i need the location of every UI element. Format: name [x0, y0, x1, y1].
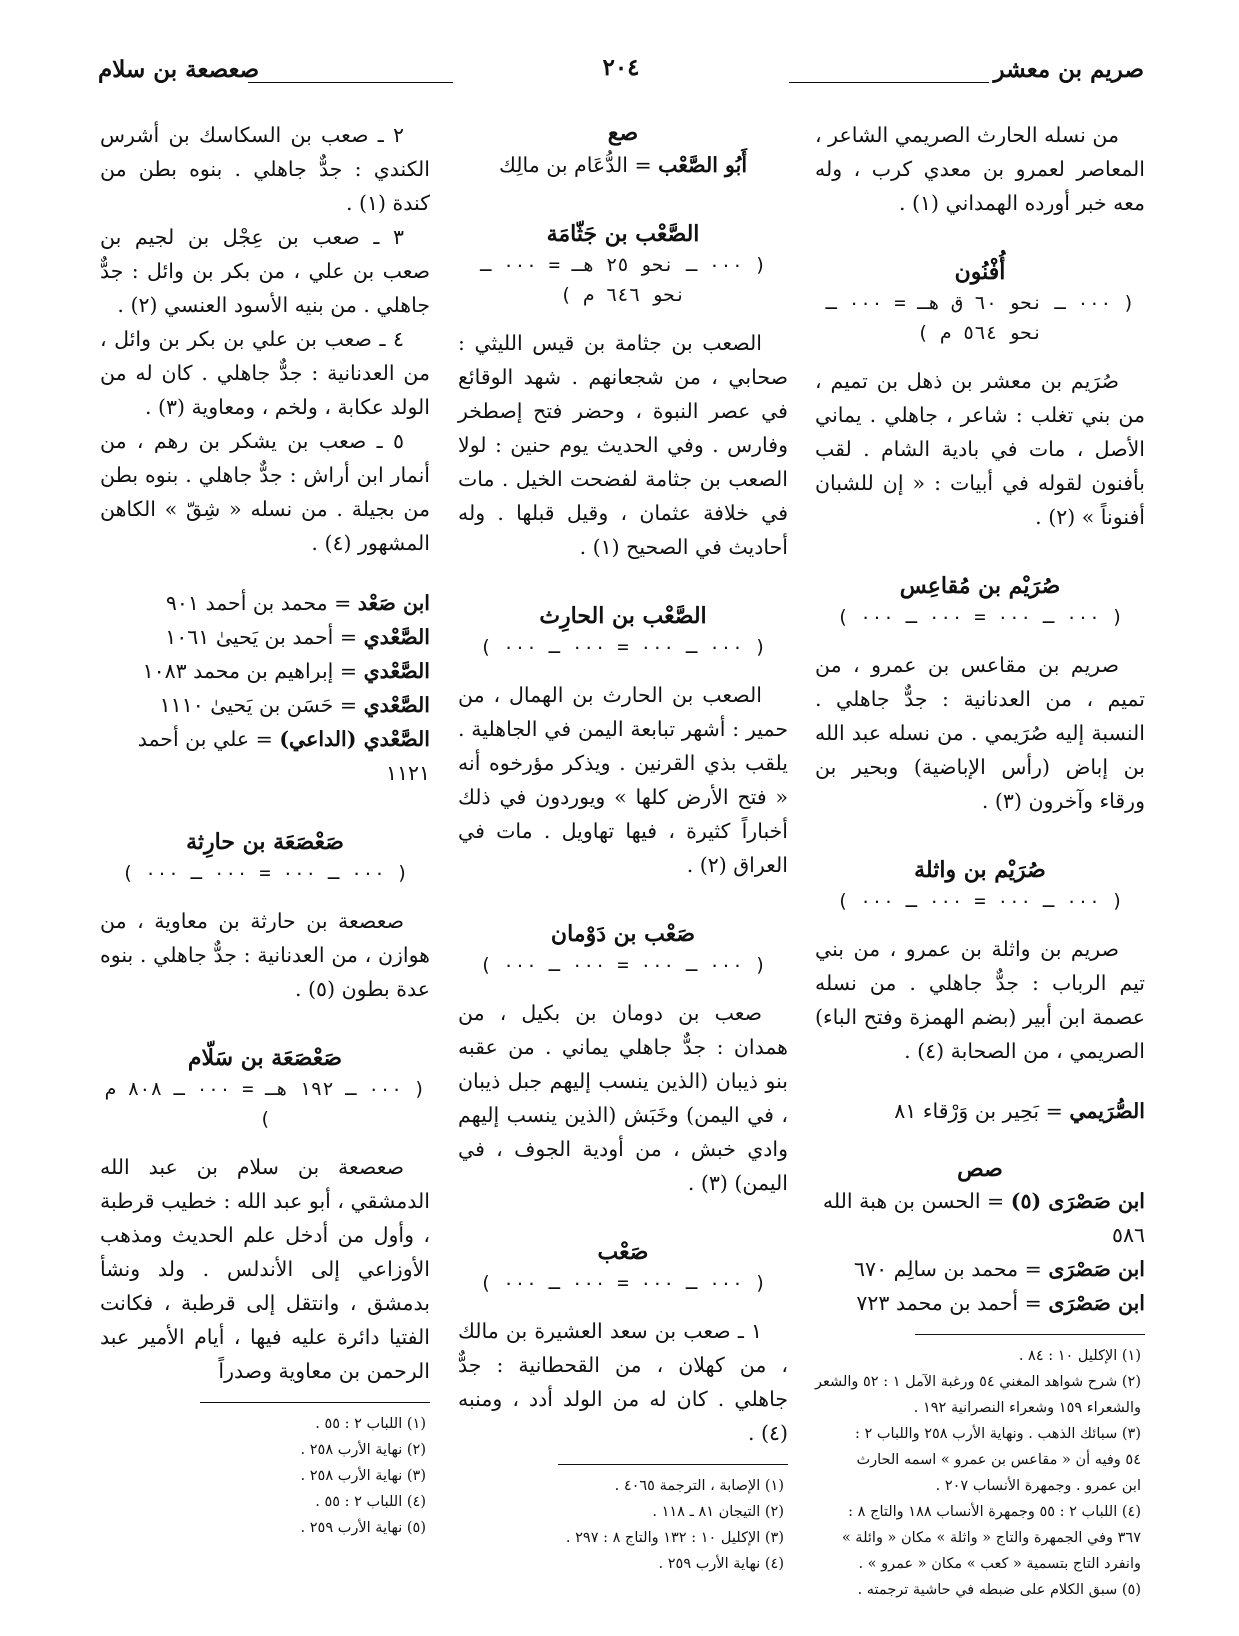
entry-dates: ( ٠٠٠ ـ ٠٠٠ = ٠٠٠ ـ ٠٠٠ )	[479, 954, 767, 976]
entry-text: صريم بن واثلة بن عمرو ، من بني تيم الرباب : جدٌّ جاهلي . من نسله عصمة ابن أبير (بضم الهمزة وفتح الباء) الصريمي ، من الصحابة (٤) .	[815, 937, 1145, 1063]
cross-reference	[100, 620, 430, 654]
footnotes	[815, 1343, 1145, 1603]
xref-target: = أحمد بن محمد ٧٢٣	[856, 1291, 1049, 1315]
cross-reference	[815, 1252, 1145, 1286]
header-right-entry: صريم بن معشر	[993, 56, 1144, 83]
entry-text: صُرَيم بن معشر بن ذهل بن تميم ، من بني تغلب : شاعر ، جاهلي . يماني الأصل ، مات في بادية الشام . لقب بأفنون لقوله في أبيات : « إن للشبان أفنوناً » (٢) .	[815, 369, 1145, 529]
footnotes	[458, 1473, 788, 1577]
xref-target: = علي بن أحمد ١١٢١	[137, 727, 430, 785]
section-letters: صع	[607, 120, 639, 146]
entry-title: صَعْصَعَة بن سَلّام	[187, 1045, 343, 1071]
xref-target: = حَسَن بن يَحيىٰ ١١١٠	[159, 693, 364, 717]
entry-dates: ( ٠٠٠ ـ ٠٠٠ = ٠٠٠ ـ ٠٠٠ )	[479, 1272, 767, 1294]
entry-dates: ( ٠٠٠ ـ ٠٠٠ = ٠٠٠ ـ ٠٠٠ )	[836, 890, 1124, 912]
header-rule-left	[248, 82, 453, 83]
footnote: (٢) شرح شواهد المغني ٥٤ ورغبة الآمل ١ : ٥٢ والشعر	[815, 1374, 1141, 1390]
footnotes	[100, 1411, 430, 1541]
entry-dates: ( ٠٠٠ ـ نحو ٢٥ هـ = ٠٠٠ ـ نحو ٦٤٦ م )	[479, 254, 767, 306]
xref-target: = محمد بن أحمد ٩٠١	[165, 591, 358, 615]
entry-text: صعصعة بن حارثة بن معاوية ، من هوازن ، من العدنانية : جدٌّ جاهلي . بنوه عدة بطون (٥) .	[100, 909, 430, 1001]
cross-reference	[100, 688, 430, 722]
footnote: (٢) نهاية الأرب ٢٥٨ .	[300, 1442, 426, 1458]
numbered-item: ٤ ـ صعب بن علي بن بكر بن وائل ، من العدنانية : جدٌّ جاهلي . كان له من الولد عكابة ، ولخم ، ومعاوية (٣) .	[100, 327, 430, 419]
column-middle	[458, 118, 788, 1577]
footnote: (٤) نهاية الأرب ٢٥٩ .	[658, 1556, 784, 1572]
xref-term: ابن صَصْرَى	[1048, 1257, 1145, 1281]
section-letters: صص	[957, 1156, 1003, 1182]
entry-title: صَعْب	[597, 1239, 649, 1265]
entry-dates: ( ٠٠٠ ـ نحو ٦٠ ق هـ = ٠٠٠ ـ نحو ٥٦٤ م )	[825, 292, 1135, 344]
column-left	[100, 118, 430, 1541]
entry-dates: ( ٠٠٠ ـ ١٩٢ هـ = ٠٠٠ ـ ٨٠٨ م )	[104, 1078, 426, 1130]
footnote: (٢) التيجان ٨١ ـ ١١٨ .	[652, 1504, 784, 1520]
footnote: ٣٦٧ وفي الجمهرة والتاج « واثلة » مكان « وائلة »	[841, 1530, 1141, 1546]
numbered-item: ٥ ـ صعب بن يشكر بن رهم ، من أنمار ابن أراش : جدٌّ جاهلي . بنوه بطن من بجيلة . من نسله « شِقّ » الكاهن المشهور (٤) .	[100, 429, 430, 555]
xref-term: ابن صَصْرَى	[1048, 1291, 1145, 1315]
footnote: (٥) سبق الكلام على ضبطه في حاشية ترجمته .	[857, 1582, 1141, 1598]
xref-term: ابن صَصْرَى (٥)	[1010, 1189, 1145, 1213]
cross-reference	[100, 654, 430, 688]
xref-term: الصَّعْدي	[363, 659, 430, 683]
footnote-rule	[558, 1464, 788, 1465]
footnote: وانفرد التاج بتسمية « كعب » مكان « عمرو » .	[858, 1556, 1141, 1572]
column-right	[815, 118, 1145, 1603]
cross-reference	[100, 586, 430, 620]
entry-dates: ( ٠٠٠ ـ ٠٠٠ = ٠٠٠ ـ ٠٠٠ )	[121, 862, 409, 884]
xref-target: = محمد بن سالِم ٦٧٠	[854, 1257, 1049, 1281]
entry-title: صُرَيْم بن مُقاعِس	[899, 573, 1061, 599]
xref-target: = الدُّعَام بن مالِك	[498, 153, 659, 177]
footnote-rule	[200, 1402, 430, 1403]
cross-reference	[458, 148, 788, 182]
entry-dates: ( ٠٠٠ ـ ٠٠٠ = ٠٠٠ ـ ٠٠٠ )	[836, 606, 1124, 628]
xref-term: الصَّعْدي	[363, 693, 430, 717]
header-left-entry: صعصعة بن سلام	[98, 56, 260, 83]
xref-target: = بَحِير بن وَرْقاء ٨١	[894, 1099, 1070, 1123]
footnote: (١) الإصابة ، الترجمة ٤٠٦٥ .	[614, 1478, 784, 1494]
entry-text: الصعب بن الحارث بن الهمال ، من حمير : أشهر تبابعة اليمن في الجاهلية . يلقب بذي القرنين . ويذكر مؤرخوه أنه « فتح الأرض كلها » ويوردون في ذلك أخباراً كثيرة ، فيها تهاويل . مات في العراق (٢) .	[458, 683, 788, 877]
cross-reference	[815, 1286, 1145, 1320]
entry-title: الصَّعْب بن جَثّامَة	[546, 221, 700, 247]
numbered-item: ٣ ـ صعب بن عِجْل بن لجيم بن صعب بن علي ، من بكر بن وائل : جدٌّ جاهلي . من بنيه الأسود العنسي (٢) .	[100, 225, 430, 317]
footnote: (١) الإكليل ١٠ : ٨٤ .	[1018, 1348, 1141, 1364]
footnote: ٥٤ وفيه أن « مقاعس بن عمرو » اسمه الحارث	[856, 1452, 1141, 1468]
xref-target: = الحسن بن هبة الله ٥٨٦	[822, 1189, 1145, 1247]
numbered-item: ٢ ـ صعب بن السكاسك بن أشرس الكندي : جدٌّ جاهلي . بنوه بطن من كندة (١) .	[100, 123, 430, 215]
xref-term: ابن صَعْد	[357, 591, 430, 615]
footnote-rule	[915, 1334, 1145, 1335]
footnote: ابن عمرو . وجمهرة الأنساب ٢٠٧ .	[935, 1478, 1141, 1494]
entry-title: صُرَيْم بن واثلة	[914, 857, 1046, 883]
footnote: (٣) سبائك الذهب . ونهاية الأرب ٢٥٨ واللباب ٢ :	[854, 1426, 1141, 1442]
xref-term: الصَّعْدي (الداعي)	[279, 727, 430, 751]
header-rule-right	[789, 82, 989, 83]
entry-title: أُفْنُون	[954, 259, 1006, 285]
cross-reference	[100, 722, 430, 790]
xref-target: = أحمد بن يَحيىٰ ١٠٦١	[165, 625, 364, 649]
footnote: (٥) نهاية الأرب ٢٥٩ .	[300, 1520, 426, 1536]
running-header	[98, 52, 1144, 92]
xref-term: أَبُو الصَّعْب	[658, 153, 748, 177]
entry-text: صعصعة بن سلام بن عبد الله الدمشقي ، أبو عبد الله : خطيب قرطبة ، وأول من أدخل علم الحديث ومذهب الأوزاعي إلى الأندلس . ولد ونشأ بدمشق ، وانتقل إلى قرطبة ، فكانت الفتيا دائرة عليه فيها ، أيام الأمير عبد الرحمن بن معاوية وصدراً	[100, 1155, 430, 1383]
cross-reference	[815, 1184, 1145, 1252]
footnote: (٤) اللباب ٢ : ٥٥ وجمهرة الأنساب ١٨٨ والتاج ٨ :	[848, 1504, 1141, 1520]
entry-title: صَعْصَعَة بن حارِثة	[186, 829, 344, 855]
entry-text: صعب بن دومان بن بكيل ، من همدان : جدٌّ جاهلي يماني . من عقبه بنو ذيبان (الذين ينسب إليهم جبل ذيبان ، في اليمن) وخَبَش (الذين ينسب إليهم وادي خبش ، من أودية الجوف ، في اليمن) (٣) .	[458, 1001, 788, 1195]
entry-text: ١ ـ صعب بن سعد العشيرة بن مالك ، من كهلان ، من القحطانية : جدٌّ جاهلي . كان له من الولد أدد ، ومنبه (٤) .	[458, 1319, 788, 1445]
xref-term: الصَّعْدي	[363, 625, 430, 649]
page-number: ٢٠٤	[594, 54, 647, 81]
entry-text: صريم بن مقاعس بن عمرو ، من تميم ، من العدنانية : جدٌّ جاهلي . النسبة إليه صُرَيمي . من نسله عبد الله بن إباض (رأس الإباضية) وبحير بن ورقاء وآخرون (٣) .	[815, 653, 1145, 813]
entry-text: الصعب بن جثامة بن قيس الليثي : صحابي ، من شجعانهم . شهد الوقائع في عصر النبوة ، وحضر فتح إصطخر وفارس . وفي الحديث يوم حنين : لولا الصعب بن جثامة لفضحت الخيل . مات في خلافة عثمان ، وقيل قبلها . وله أحاديث في الصحيح (١) .	[458, 331, 788, 559]
footnote: (٤) اللباب ٢ : ٥٥ .	[315, 1494, 426, 1510]
xref-term: الصُّرَيمي	[1069, 1099, 1145, 1123]
entry-dates: ( ٠٠٠ ـ ٠٠٠ = ٠٠٠ ـ ٠٠٠ )	[479, 636, 767, 658]
entry-title: الصَّعْب بن الحارِث	[539, 603, 707, 629]
footnote: (٣) نهاية الأرب ٢٥٨ .	[300, 1468, 426, 1484]
xref-target: = إبراهيم بن محمد ١٠٨٣	[142, 659, 364, 683]
cross-reference	[815, 1094, 1145, 1128]
footnote: (٣) الإكليل ١٠ : ١٣٢ والتاج ٨ : ٢٩٧ .	[565, 1530, 784, 1546]
footnote: (١) اللباب ٢ : ٥٥ .	[315, 1416, 426, 1432]
entry-title: صَعْب بن دَوْمان	[550, 921, 696, 947]
footnote: والشعراء ١٥٩ وشعراء النصرانية ١٩٢ .	[913, 1400, 1141, 1416]
entry-continuation: من نسله الحارث الصريمي الشاعر ، المعاصر لعمرو بن معدي كرب ، وله معه خبر أورده الهمداني (١) .	[815, 123, 1145, 215]
